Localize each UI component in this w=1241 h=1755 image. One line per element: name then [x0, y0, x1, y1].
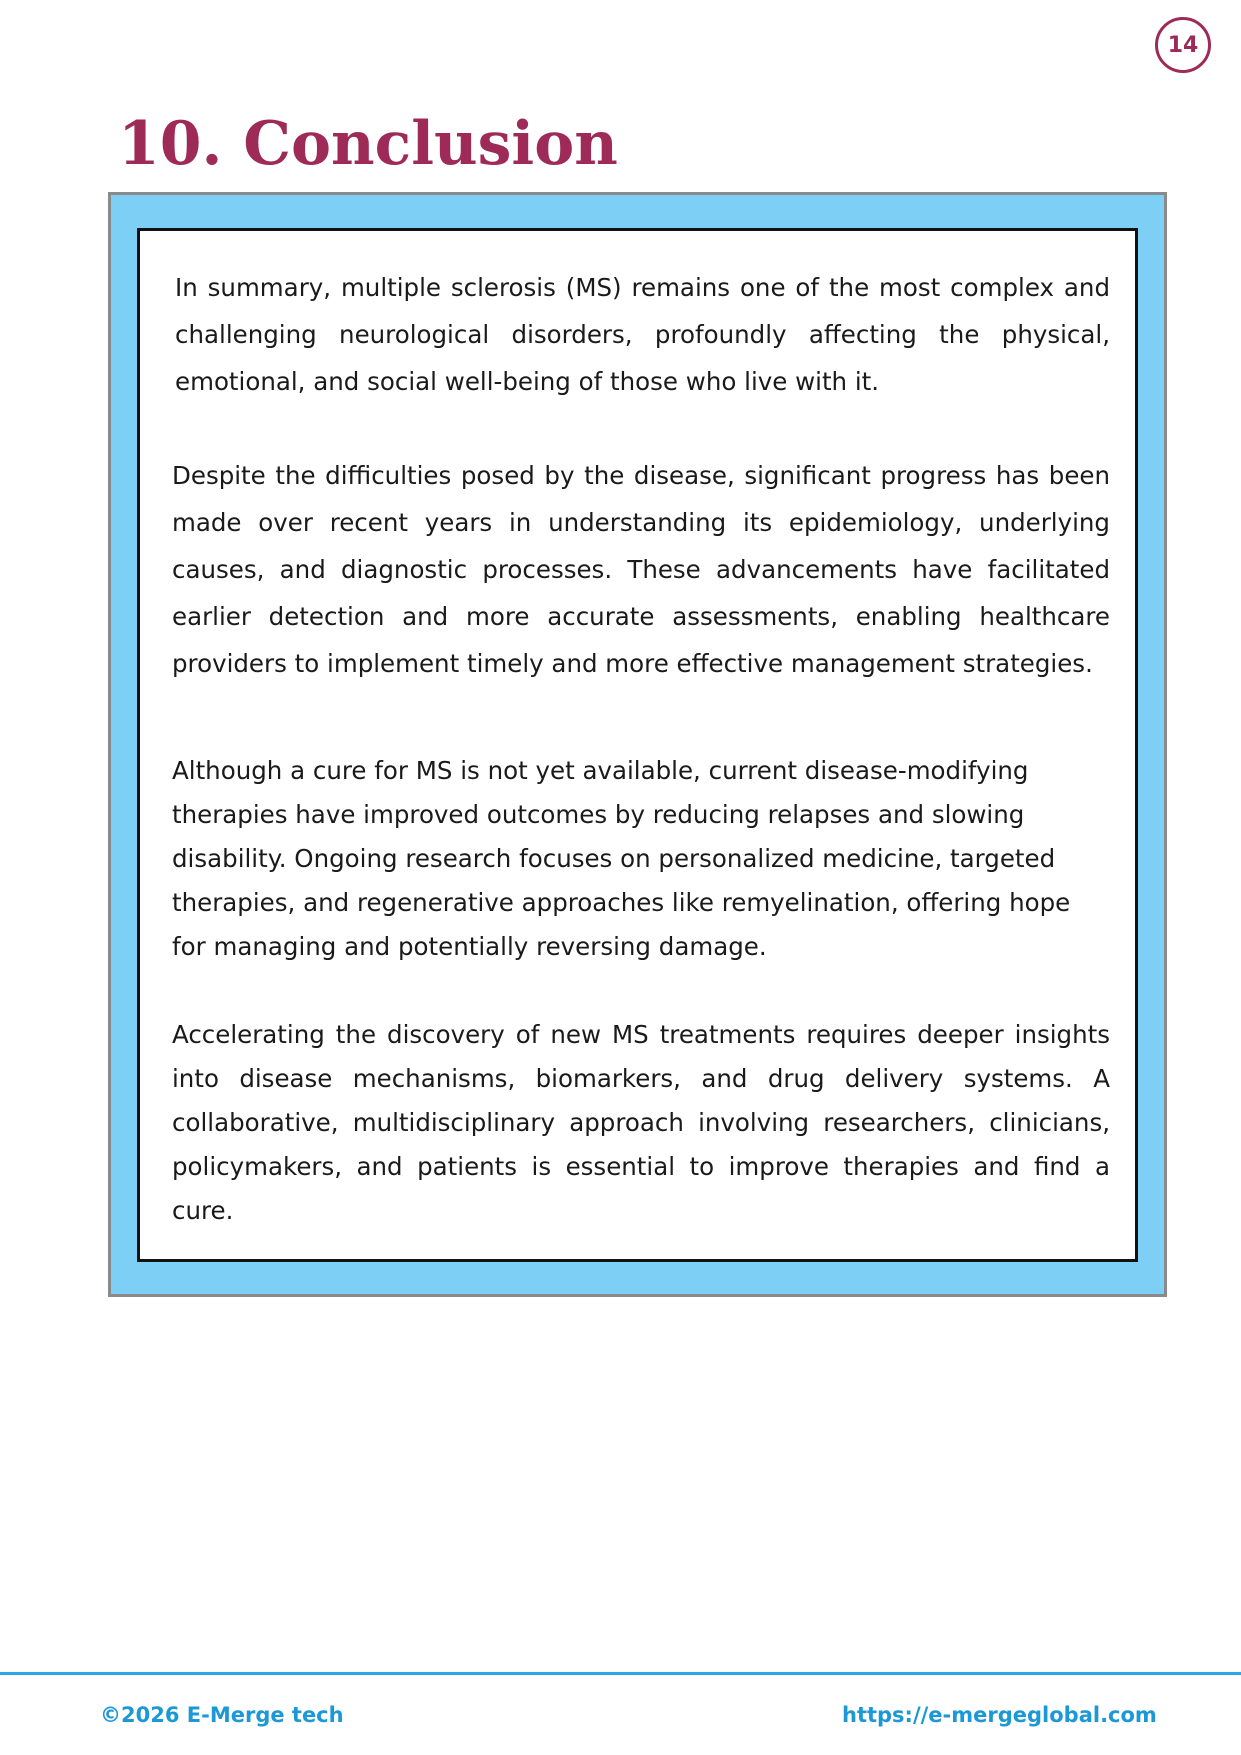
- paragraph-future: Accelerating the discovery of new MS treatments requires deeper insights into disease mechanisms, biomarkers, and drug delivery systems. A collaborative, multidisciplinary approach involving researchers, clinicians, policymakers, and patients is essential to improve therapies and find a cure.: [172, 1020, 1110, 1225]
- footer-url[interactable]: https://e-mergeglobal.com: [842, 1703, 1157, 1727]
- footer-divider: [0, 1672, 1241, 1675]
- footer-copyright: ©2026 E-Merge tech: [100, 1703, 344, 1727]
- paragraph-summary: In summary, multiple sclerosis (MS) remains one of the most complex and challenging neurological disorders, profoundly affecting the physical, emotional, and social well-being of those who live with it.: [175, 273, 1110, 396]
- paragraph-therapies: Although a cure for MS is not yet available, current disease-modifying therapies have improved outcomes by reducing relapses and slowing disability. Ongoing research focuses on personalized medicine, targeted therapies, and regenerative approaches like remyelination, offering hope for managing and potentially reversing damage.: [172, 756, 1071, 961]
- page-number-badge: [1155, 17, 1211, 73]
- page-number: 14: [1167, 32, 1199, 58]
- paragraph-progress: Despite the difficulties posed by the disease, significant progress has been made over recent years in understanding its epidemiology, underlying causes, and diagnostic processes. These advancements have facilitated earlier detection and more accurate assessments, enabling healthcare providers to implement timely and more effective management strategies.: [172, 461, 1110, 678]
- section-title: 10. Conclusion: [118, 109, 618, 179]
